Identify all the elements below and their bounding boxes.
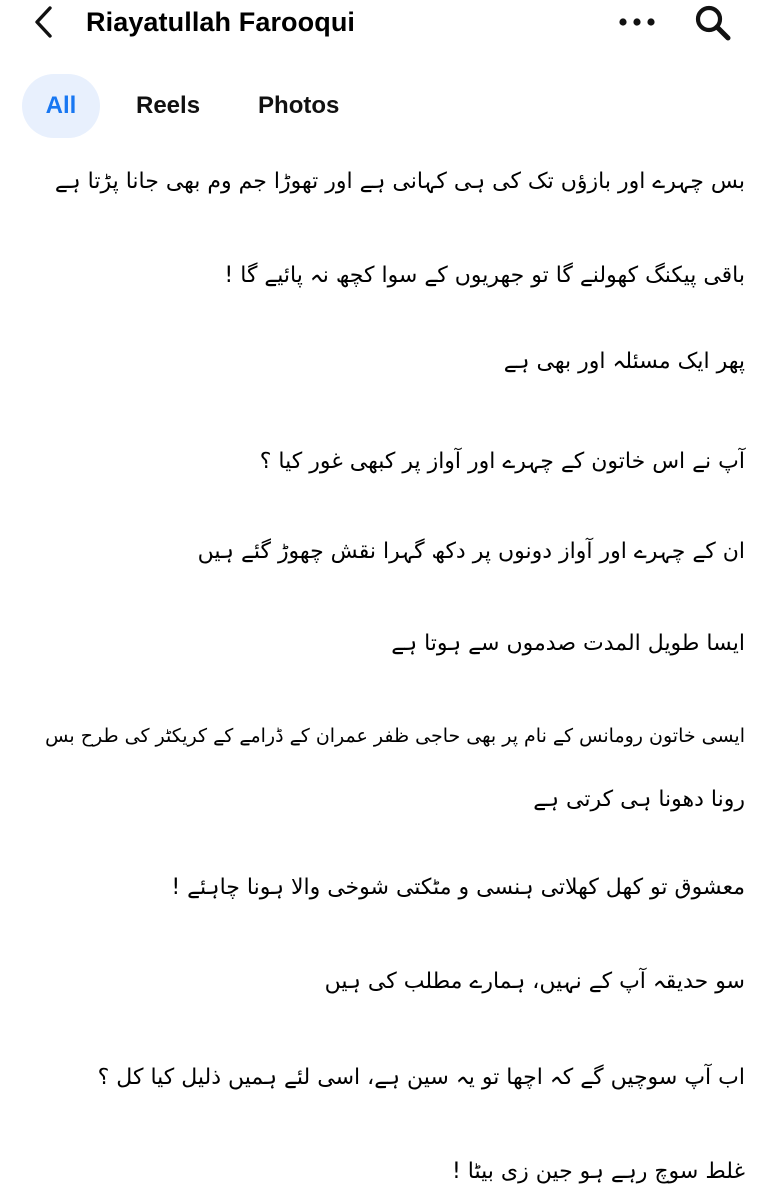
chevron-left-icon [32,4,56,40]
tab-reels[interactable]: Reels [136,92,201,119]
post-line: ایسا طویل المدت صدموں سے ہوتا ہے [391,631,745,656]
post-line: بس چہرے اور بازؤں تک کی ہی کہانی ہے اور تھوڑا جم وم بھی جانا پڑتا ہے [54,169,745,194]
search-icon [693,3,733,43]
top-bar [0,0,767,48]
post-line: غلط سوچ رہے ہو جین زی بیٹا ! [451,1159,745,1184]
post-line: ایسی خاتون رومانس کے نام پر بھی حاجی ظفر عمران کے ڈرامے کے کریکٹر کی طرح بس [45,725,745,747]
tab-photos[interactable]: Photos [258,92,340,119]
post-line: اب آپ سوچیں گے کہ اچھا تو یہ سین ہے، اسی لئے ہمیں ذلیل کیا کل ؟ [97,1065,745,1090]
post-line: سو حدیقہ آپ کے نہیں، ہمارے مطلب کی ہیں [324,969,745,994]
search-button[interactable] [690,0,736,46]
tab-all[interactable]: All [22,74,100,138]
filter-tabs [22,74,339,138]
post-line: معشوق تو کھل کھلاتی ہنسی و مٹکتی شوخی والا ہونا چاہئے ! [171,875,745,900]
post-line: باقی پیکنگ کھولنے گا تو جھریوں کے سوا کچھ نہ پائیے گا ! [224,263,745,288]
post-line: رونا دھونا ہی کرتی ہے [533,787,745,812]
post-line: ان کے چہرے اور آواز دونوں پر دکھ گہرا نقش چھوڑ گئے ہیں [197,539,745,564]
more-options-button[interactable] [612,2,662,42]
post-line: آپ نے اس خاتون کے چہرے اور آواز پر کبھی غور کیا ؟ [259,449,745,474]
more-icon [617,16,657,28]
post-line: پھر ایک مسئلہ اور بھی ہے [503,349,745,374]
profile-name: Riayatullah Farooqui [86,7,356,37]
back-button[interactable] [24,2,64,42]
